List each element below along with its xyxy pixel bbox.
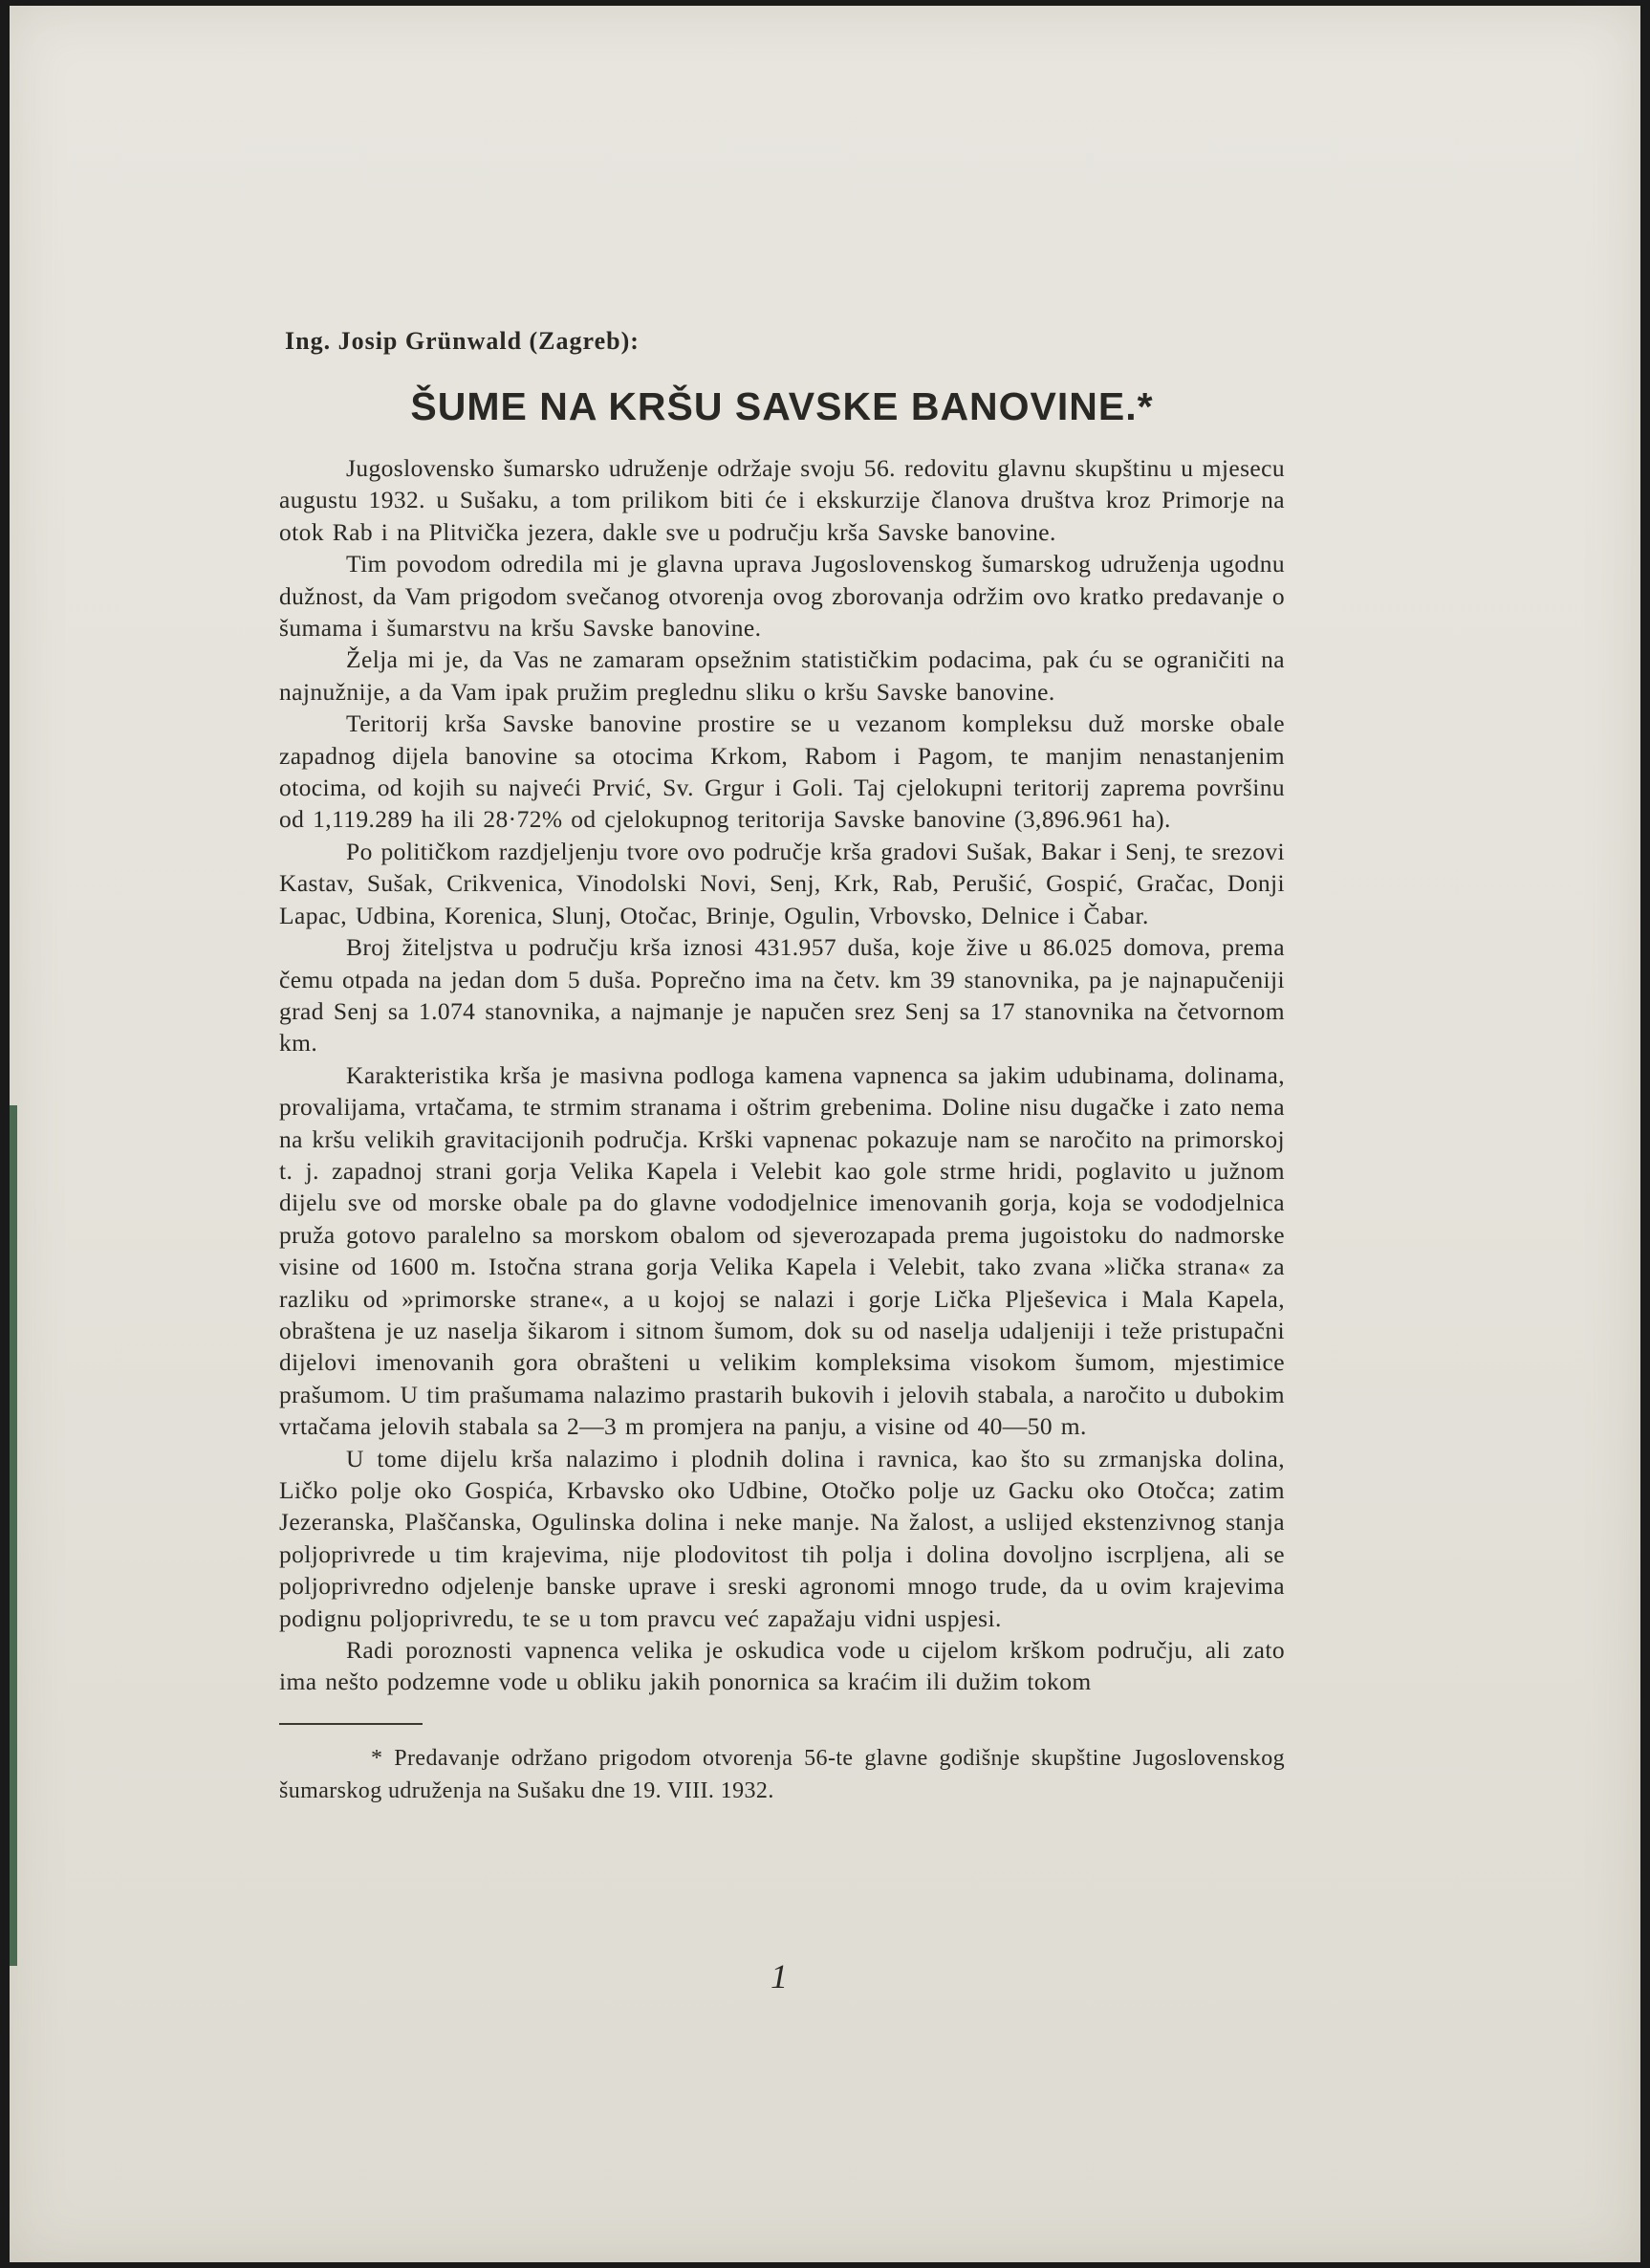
page-number: 1 [771, 1957, 788, 1995]
document-page [10, 6, 1640, 2262]
footnote: * Predavanje održano prigodom otvorenja 56-te glavne godišnje skupštine Jugoslovenskog šumarskog udruženja na Sušaku dne 19. VIII. 1932. [279, 1745, 1285, 1803]
paragraph: Jugoslovensko šumarsko udruženje održaje svoju 56. redovitu glavnu skupštinu u mjesecu augustu 1932. u Sušaku, a tom prilikom biti će i ekskurzije članova društva kroz Primorje na otok Rab i na Plitvička jezera, dakle sve u području krša Savske banovine. [279, 454, 1285, 546]
paragraph: Teritorij krša Savske banovine prostire se u vezanom kompleksu duž morske obale zapadnog dijela banovine sa otocima Krkom, Rabom i Pagom, te manjim nenastanjenim otocima, od kojih su najveći Prvić, Sv. Grgur i Goli. Taj cjelokupni teritorij zaprema površinu od 1,119.289 ha ili 28·72% od cjelokupnog teritorija Savske banovine (3,896.961 ha). [279, 709, 1285, 834]
article-body [279, 327, 1285, 1807]
page-edge-strip [10, 1105, 17, 1966]
paragraph: Tim povodom odredila mi je glavna uprava Jugoslovenskog šumarskog udruženja ugodnu dužnost, da Vam prigodom svečanog otvorenja ovog zborovanja održim ovo kratko predavanje o šumama i šumarstvu na kršu Savske banovine. [279, 550, 1285, 643]
paragraph: Po političkom razdjeljenju tvore ovo područje krša gradovi Sušak, Bakar i Senj, te srezovi Kastav, Sušak, Crikvenica, Vinodolski Novi, Senj, Krk, Rab, Perušić, Gospić, Gračac, Donji Lapac, Udbina, Korenica, Slunj, Otočac, Brinje, Ogulin, Vrbovsko, Delnice i Čabar. [279, 837, 1285, 929]
paragraph: Želja mi je, da Vas ne zamaram opsežnim statističkim podacima, pak ću se ograničiti na najnužnije, a da Vam ipak pružim preglednu sliku o kršu Savske banovine. [279, 645, 1285, 706]
paragraph: U tome dijelu krša nalazimo i plodnih dolina i ravnica, kao što su zrmanjska dolina, Ličko polje oko Gospića, Krbavsko oko Udbine, Otočko polje uz Gacku oko Otočca; zatim Jezeranska, Plaščanska, Ogulinska dolina i neke manje. Na žalost, a uslijed ekstenzivnog stanja poljoprivrede u tim krajevima, nije plodovitost tih polja i dolina dovoljno iscrpljena, ali se poljoprivredno odjelenje banske uprave i sreski agronomi mnogo trude, da u ovim krajevima podignu poljoprivredu, te se u tom pravcu već zapažaju vidni uspjesi. [279, 1444, 1285, 1632]
paragraph: Radi poroznosti vapnenca velika je oskudica vode u cijelom krškom području, ali zato ima nešto podzemne vode u obliku jakih ponornica sa kraćim ili dužim tokom [279, 1636, 1285, 1696]
article-title: ŠUME NA KRŠU SAVSKE BANOVINE.* [410, 384, 1154, 428]
paragraph: Broj žiteljstva u području krša iznosi 431.957 duša, koje žive u 86.025 domova, prema čemu otpada na jedan dom 5 duša. Poprečno ima na četv. km 39 stanovnika, pa je najnapučeniji grad Senj sa 1.074 stanovnika, a najmanje je napučen srez Senj sa 17 stanovnika na četvornom km. [279, 933, 1285, 1058]
author-line: Ing. Josip Grünwald (Zagreb): [285, 327, 640, 355]
footnote-divider [279, 1723, 423, 1725]
paragraph: Karakteristika krša je masivna podloga kamena vapnenca sa jakim udubinama, dolinama, provalijama, vrtačama, te strmim stranama i oštrim grebenima. Doline nisu dugačke i zato nema na kršu velikih gravitacijonih područja. Krški vapnenac pokazuje nam se naročito na primorskoj t. j. zapadnoj strani gorja Velika Kapela i Velebit kao gole strme hridi, poglavito u južnom dijelu sve od morske obale pa do glavne vododjelnice imenovanih gorja, koja se vododjelnica pruža gotovo paralelno sa morskom obalom od sjeverozapada prema jugoistoku do nadmorske visine od 1600 m. Istočna strana gorja Velika Kapela i Velebit, tako zvana »lička strana« za razliku od »primorske strane«, a u kojoj se nalazi i gorje Lička Plješevica i Mala Kapela, obraštena je uz naselja šikarom i sitnom šumom, dok su od naselja udaljeniji i teže pristupačni dijelovi imenovanih gora obrašteni u velikim kompleksima visokom šumom, mjestimice prašumom. U tim prašumama nalazimo prastarih bukovih i jelovih stabala, a naročito u dubokim vrtačama jelovih stabala sa 2—3 m promjera na panju, a visine od 40—50 m. [279, 1060, 1285, 1441]
